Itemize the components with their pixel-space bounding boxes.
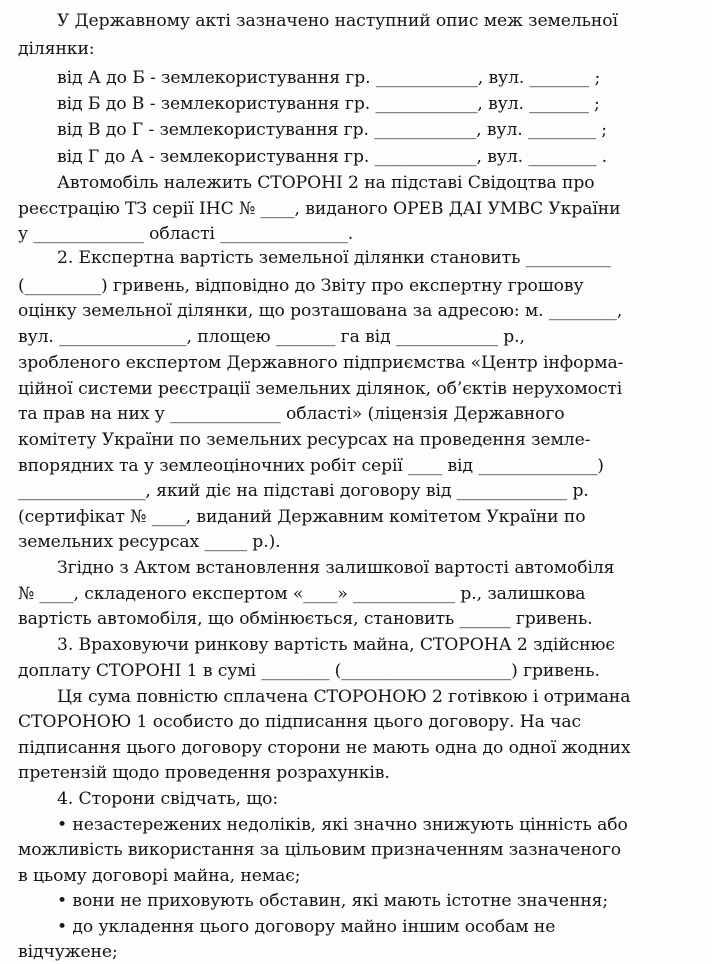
text-line: ційної системи реєстрації земельних ділянок, об’єктів нерухомості [18, 379, 623, 399]
text-line: 3. Враховуючи ринкову вартість майна, СТОРОНА 2 здійснює [57, 635, 615, 655]
text-line: _______________, який діє на підставі договору від _____________ р. [18, 481, 589, 501]
text-line: земельних ресурсах _____ р.). [18, 532, 281, 552]
text-line: 2. Експертна вартість земельної ділянки становить __________ [57, 248, 611, 268]
text-line: ділянки: [18, 39, 95, 59]
text-line: від Б до В - землекористування гр. ____________, вул. _______ ; [57, 94, 600, 114]
text-line: • до укладення цього договору майно іншим особам не [57, 917, 556, 937]
text-line: Автомобіль належить СТОРОНІ 2 на підставі Свідоцтва про [57, 173, 595, 193]
text-line: Згідно з Актом встановлення залишкової вартості автомобіля [57, 558, 615, 578]
text-line: претензій щодо проведення розрахунків. [18, 763, 390, 783]
text-line: (_________) гривень, відповідно до Звіту про експертну грошову [18, 276, 584, 296]
text-line: та прав на них у _____________ області» (ліцензія Державного [18, 404, 565, 424]
text-line: відчужене; [18, 942, 118, 962]
text-line: СТОРОНОЮ 1 особисто до підписання цього договору. На час [18, 712, 582, 732]
text-line: у _____________ області _______________. [18, 224, 354, 244]
text-line: від А до Б - землекористування гр. ____________, вул. _______ ; [57, 68, 601, 88]
text-line: можливість використання за цільовим призначенням зазначеного [18, 840, 622, 860]
text-line: впорядних та у землеоціночних робіт серії ____ від ______________) [18, 456, 604, 476]
text-line: (сертифікат № ____, виданий Державним комітетом України по [18, 507, 586, 527]
text-line: оцінку земельної ділянки, що розташована за адресою: м. ________, [18, 301, 623, 321]
text-line: комітету України по земельних ресурсах на проведення земле- [18, 430, 591, 450]
text-line: № ____, складеного експертом «____» ____________ р., залишкова [18, 584, 586, 604]
text-line: У Державному акті зазначено наступний опис меж земельної [57, 11, 618, 31]
text-line: • вони не приховують обставин, які мають істотне значення; [57, 891, 609, 911]
text-line: доплату СТОРОНІ 1 в сумі ________ (____________________) гривень. [18, 661, 600, 681]
text-line: підписання цього договору сторони не мають одна до одної жодних [18, 738, 631, 758]
text-line: від В до Г - землекористування гр. ____________, вул. ________ ; [57, 120, 607, 140]
text-line: від Г до А - землекористування гр. ____________, вул. ________ . [57, 147, 608, 167]
text-line: • незастережених недоліків, які значно знижують цінність або [57, 815, 628, 835]
text-line: реєстрацію ТЗ серії ІНС № ____, виданого ОРЕВ ДАІ УМВС України [18, 199, 621, 219]
text-line: 4. Сторони свідчать, що: [57, 789, 279, 809]
text-line: зробленого експертом Державного підприємства «Центр інформа- [18, 353, 624, 373]
text-line: вартість автомобіля, що обмінюється, становить ______ гривень. [18, 609, 593, 629]
text-line: вул. _______________, площею _______ га від ____________ р., [18, 327, 525, 347]
text-line: в цьому договорі майна, немає; [18, 866, 301, 886]
text-line: Ця сума повністю сплачена СТОРОНОЮ 2 готівкою і отримана [57, 687, 631, 707]
